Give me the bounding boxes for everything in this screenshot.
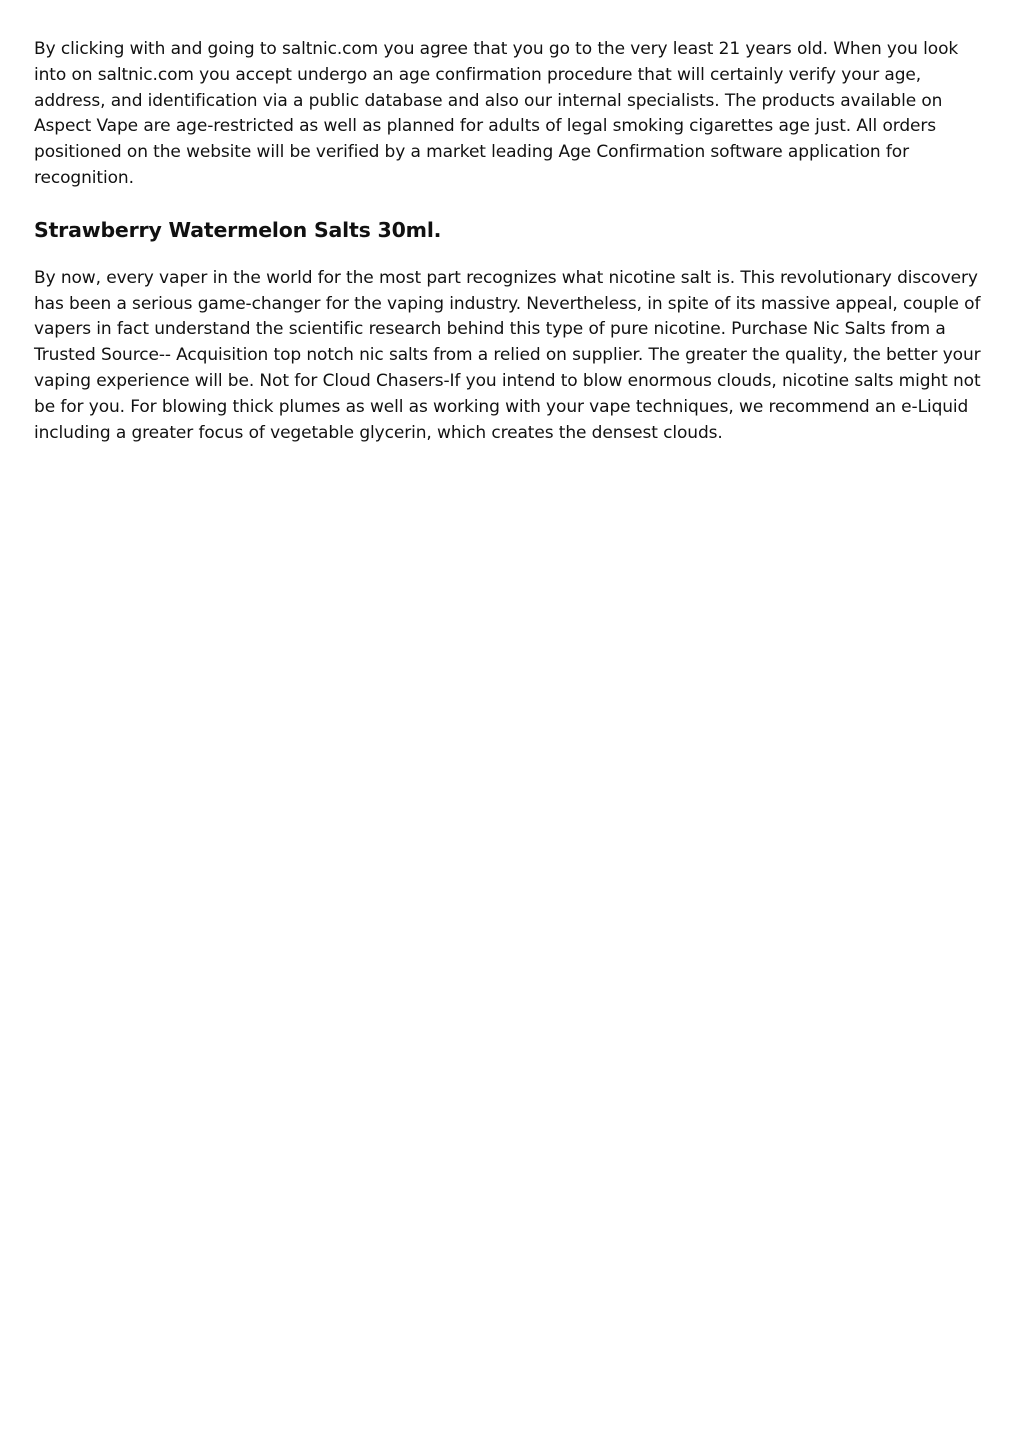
age-verification-paragraph: By clicking with and going to saltnic.com you agree that you go to the very least 21 years old. When you look into on saltnic.com you accept undergo an age confirmation procedure that will certainly verify your age, address, and identification via a public database and also our internal specialists. The products available on Aspect Vape are age-restricted as well as planned for adults of legal smoking cigarettes age just. All orders positioned on the website will be verified by a market leading Age Confirmation software application for recognition.: [34, 39, 959, 188]
nicotine-salt-paragraph: By now, every vaper in the world for the most part recognizes what nicotine salt is. This revolutionary discovery has been a serious game-changer for the vaping industry. Nevertheless, in spite of its massive appeal, couple of vapers in fact understand the scientific research behind this type of pure nicotine. Purchase Nic Salts from a Trusted Source-- Acquisition top notch nic salts from a relied on supplier. The greater the quality, the better your vaping experience will be. Not for Cloud Chasers-If you intend to blow enormous clouds, nicotine salts might not be for you. For blowing thick plumes as well as working with your vape techniques, we recommend an e-Liquid including a greater focus of vegetable glycerin, which creates the densest clouds.: [34, 267, 981, 443]
section-heading: Strawberry Watermelon Salts 30ml.: [34, 217, 442, 242]
